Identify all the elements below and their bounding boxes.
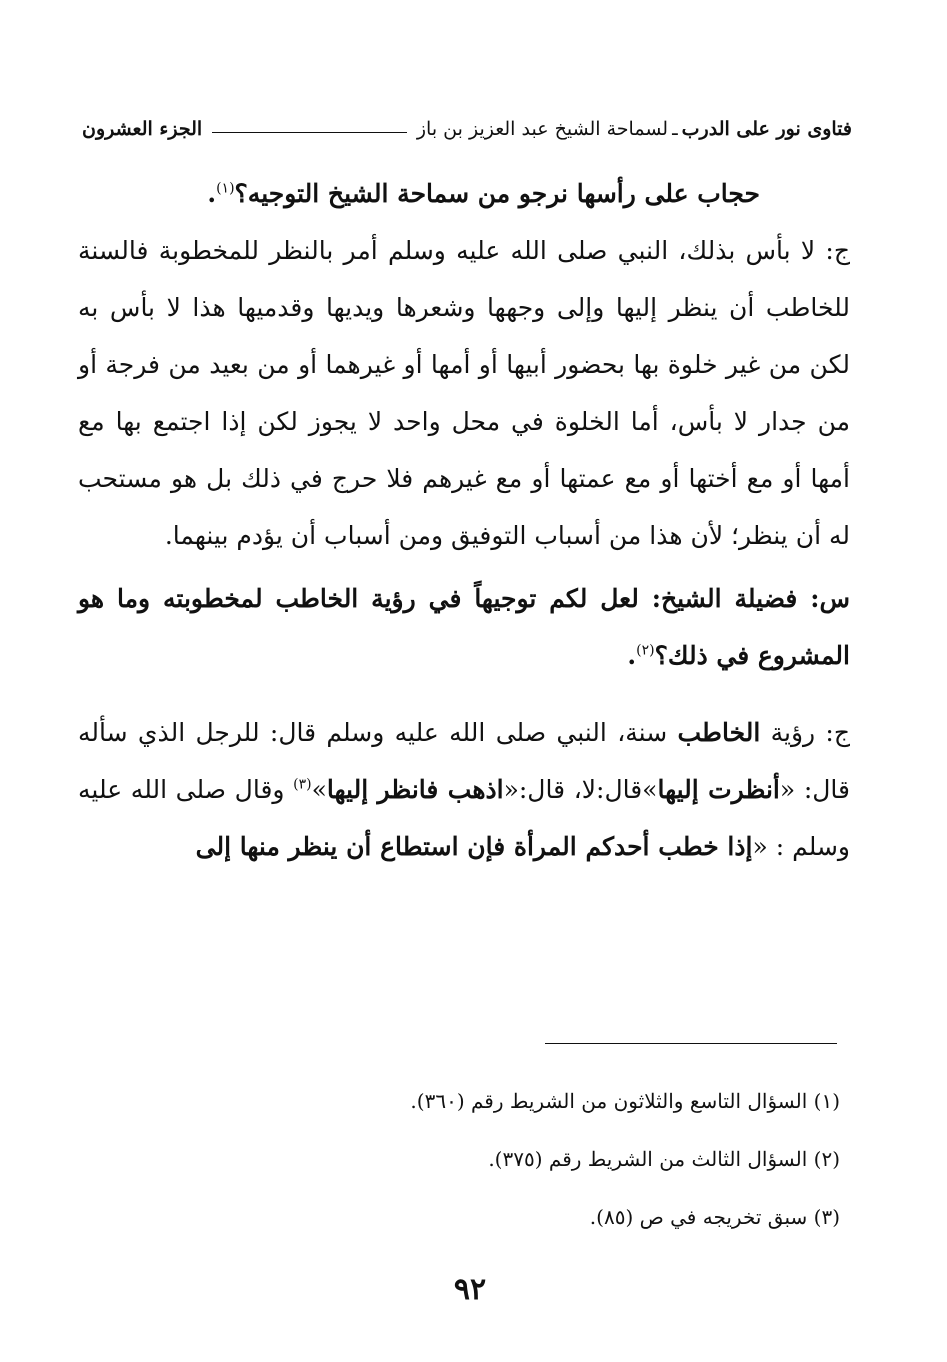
question-2 [78, 570, 850, 684]
question-1-tail: حجاب على رأسها نرجو من سماحة الشيخ التوجيه؟ [234, 179, 760, 208]
book-title: فتاوى نور على الدرب [681, 118, 852, 140]
running-header [82, 112, 852, 146]
answer-2-part-1: ج: رؤية [760, 718, 850, 747]
answer-2-part-4: » [311, 775, 327, 804]
answer-2 [78, 704, 850, 875]
question-2-end: . [627, 641, 637, 670]
footnote-ref-3: (٣) [293, 776, 312, 793]
question-2-text: فضيلة الشيخ: لعل لكم توجيهاً في رؤية الخاطب لمخطوبته وما هو المشروع في ذلك؟ [78, 584, 850, 670]
hadith-quote-1: أنظرت إليها [657, 775, 780, 804]
footnote-ref-1: (١) [216, 180, 235, 197]
answer-1: ج: لا بأس بذلك، النبي صلى الله عليه وسلم أمر بالنظر للمخطوبة فالسنة للخاطب أن ينظر إليها وإلى وجهها وشعرها ويديها وقدميها هذا لا بأس به لكن من غير خلوة بها بحضور أبيها أو أمها أو غيرهما أو من بعيد من فرجة أو من جدار لا بأس، أما الخلوة في محل واحد لا يجوز لكن إذا اجتمع بها مع أمها أو مع أختها أو مع عمتها أو مع غيرهم فلا حرج في ذلك بل هو مستحب له أن ينظر؛ لأن هذا من أسباب التوفيق ومن أسباب أن يؤدم بينهما. [78, 236, 850, 550]
answer-2-part-2: سنة، النبي صلى الله عليه وسلم قال: للرجل الذي سأله قال: « [78, 718, 850, 804]
question-1-end: . [207, 179, 217, 208]
title-dash: ـ [672, 118, 678, 140]
footnote-2: (٢) السؤال الثالث من الشريط رقم (٣٧٥). [488, 1147, 840, 1171]
footnote-3: (٣) سبق تخريجه في ص (٨٥). [589, 1205, 840, 1229]
question-continuation [78, 165, 850, 222]
header-rule [212, 132, 407, 133]
hadith-quote-2: اذهب فانظر إليها [326, 775, 504, 804]
footnote-separator [545, 1043, 837, 1044]
author-credit: لسماحة الشيخ عبد العزيز بن باز [416, 118, 669, 140]
page-number: ٩٢ [453, 1272, 487, 1307]
question-2-prefix: س: [797, 584, 850, 613]
footnote-ref-2: (٢) [636, 642, 655, 659]
answer-2-part-3: »قال:لا، قال:« [503, 775, 658, 804]
answer-2-bold-1: الخاطب [677, 718, 761, 747]
hadith-quote-3: إذا خطب أحدكم المرأة فإن استطاع أن ينظر منها إلى [195, 832, 753, 861]
footnotes [200, 1072, 840, 1246]
main-text [78, 165, 850, 875]
footnote-1: (١) السؤال التاسع والثلاثون من الشريط رقم (٣٦٠). [410, 1089, 840, 1113]
answer-2-part-5: وقال صلى الله عليه وسلم : « [78, 775, 850, 861]
volume-label: الجزء العشرون [82, 118, 203, 140]
